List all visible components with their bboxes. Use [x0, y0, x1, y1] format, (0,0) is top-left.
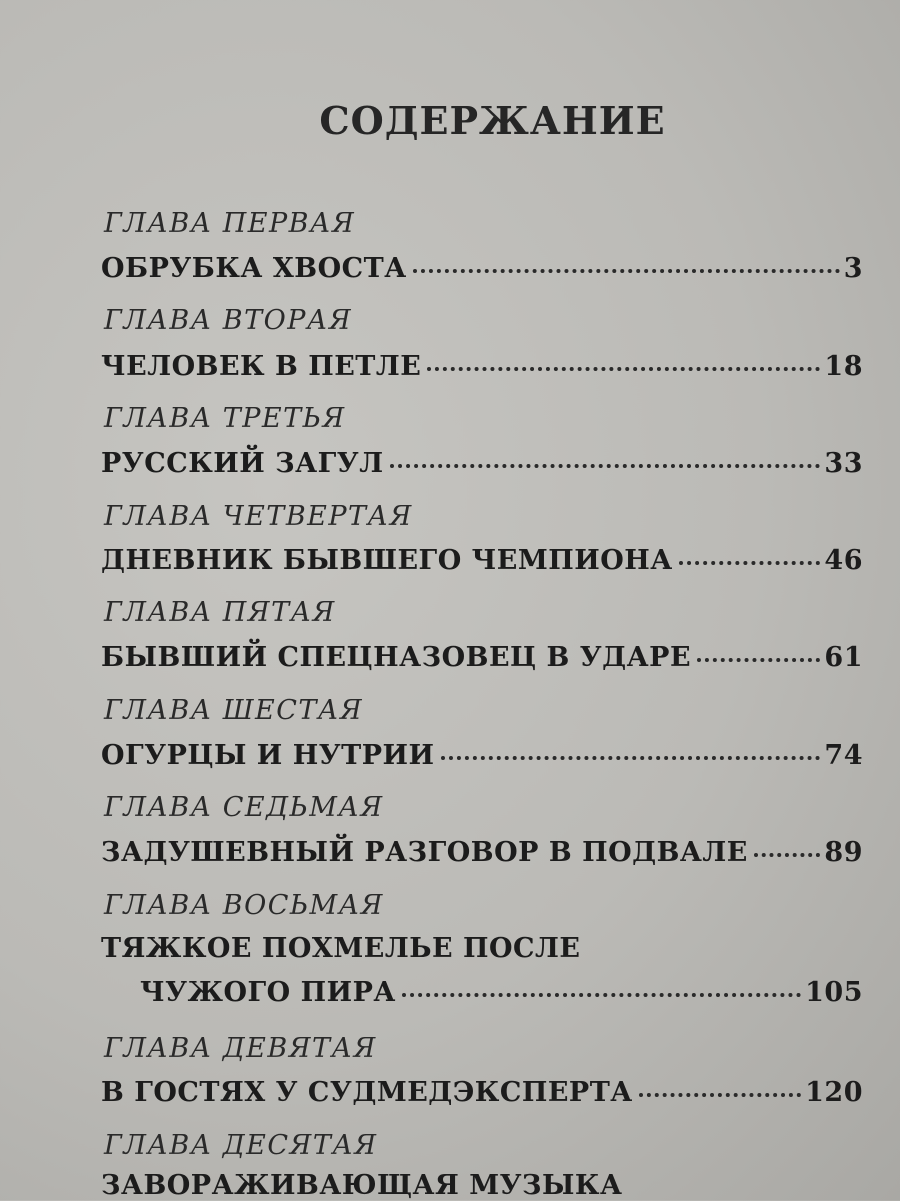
chapter-label-9: ГЛАВА ДЕВЯТАЯ — [104, 1033, 377, 1064]
toc-entry-4[interactable] — [101, 545, 863, 576]
chapter-label-5: ГЛАВА ПЯТАЯ — [104, 597, 336, 628]
page-number-5: 61 — [824, 642, 863, 673]
page-number-4: 46 — [824, 545, 863, 576]
toc-entry-8-line1[interactable] — [101, 933, 580, 964]
dot-leader — [754, 853, 821, 857]
chapter-label-6: ГЛАВА ШЕСТАЯ — [104, 695, 364, 726]
toc-entry-7[interactable] — [101, 837, 863, 868]
dot-leader — [697, 658, 820, 662]
dot-leader — [390, 464, 821, 468]
chapter-title-8-line1: ТЯЖКОЕ ПОХМЕЛЬЕ ПОСЛЕ — [101, 933, 581, 964]
chapter-title-5: БЫВШИЙ СПЕЦНАЗОВЕЦ В УДАРЕ — [101, 642, 692, 673]
chapter-title-1: ОБРУБКА ХВОСТА — [101, 253, 407, 284]
chapter-title-6: ОГУРЦЫ И НУТРИИ — [101, 740, 435, 771]
chapter-title-8-line2: ЧУЖОГО ПИРА — [140, 977, 396, 1008]
chapter-title-7: ЗАДУШЕВНЫЙ РАЗГОВОР В ПОДВАЛЕ — [101, 837, 748, 868]
chapter-title-9: В ГОСТЯХ У СУДМЕДЭКСПЕРТА — [101, 1077, 633, 1108]
page-number-7: 89 — [824, 837, 863, 868]
page-number-1: 3 — [843, 253, 863, 284]
toc-entry-1[interactable] — [101, 253, 863, 284]
toc-entry-6[interactable] — [101, 740, 863, 771]
page-number-9: 120 — [805, 1077, 863, 1108]
chapter-title-10: ЗАВОРАЖИВАЮЩАЯ МУЗЫКА — [101, 1170, 623, 1201]
chapter-title-3: РУССКИЙ ЗАГУЛ — [101, 448, 384, 479]
toc-entry-8-line2[interactable] — [140, 977, 863, 1008]
chapter-label-7: ГЛАВА СЕДЬМАЯ — [104, 792, 384, 823]
toc-entry-2[interactable] — [101, 351, 863, 382]
dot-leader — [402, 993, 801, 997]
chapter-title-2: ЧЕЛОВЕК В ПЕТЛЕ — [101, 351, 422, 382]
page-number-8: 105 — [805, 977, 863, 1008]
dot-leader — [441, 756, 821, 760]
chapter-label-3: ГЛАВА ТРЕТЬЯ — [104, 403, 346, 434]
dot-leader — [427, 367, 820, 371]
dot-leader — [413, 269, 840, 273]
chapter-label-1: ГЛАВА ПЕРВАЯ — [104, 208, 356, 239]
dot-leader — [679, 561, 821, 565]
chapter-title-4: ДНЕВНИК БЫВШЕГО ЧЕМПИОНА — [101, 545, 673, 576]
page-title: СОДЕРЖАНИЕ — [319, 98, 666, 143]
toc-entry-9[interactable] — [101, 1077, 863, 1108]
toc-entry-5[interactable] — [101, 642, 863, 673]
toc-entry-3[interactable] — [101, 448, 863, 479]
chapter-label-2: ГЛАВА ВТОРАЯ — [104, 305, 353, 336]
chapter-label-4: ГЛАВА ЧЕТВЕРТАЯ — [104, 501, 413, 532]
page-number-6: 74 — [824, 740, 863, 771]
page-number-3: 33 — [824, 448, 863, 479]
page-number-2: 18 — [824, 351, 863, 382]
dot-leader — [639, 1093, 801, 1097]
chapter-label-10: ГЛАВА ДЕСЯТАЯ — [104, 1130, 378, 1161]
toc-entry-10[interactable] — [101, 1170, 622, 1201]
chapter-label-8: ГЛАВА ВОСЬМАЯ — [104, 890, 384, 921]
